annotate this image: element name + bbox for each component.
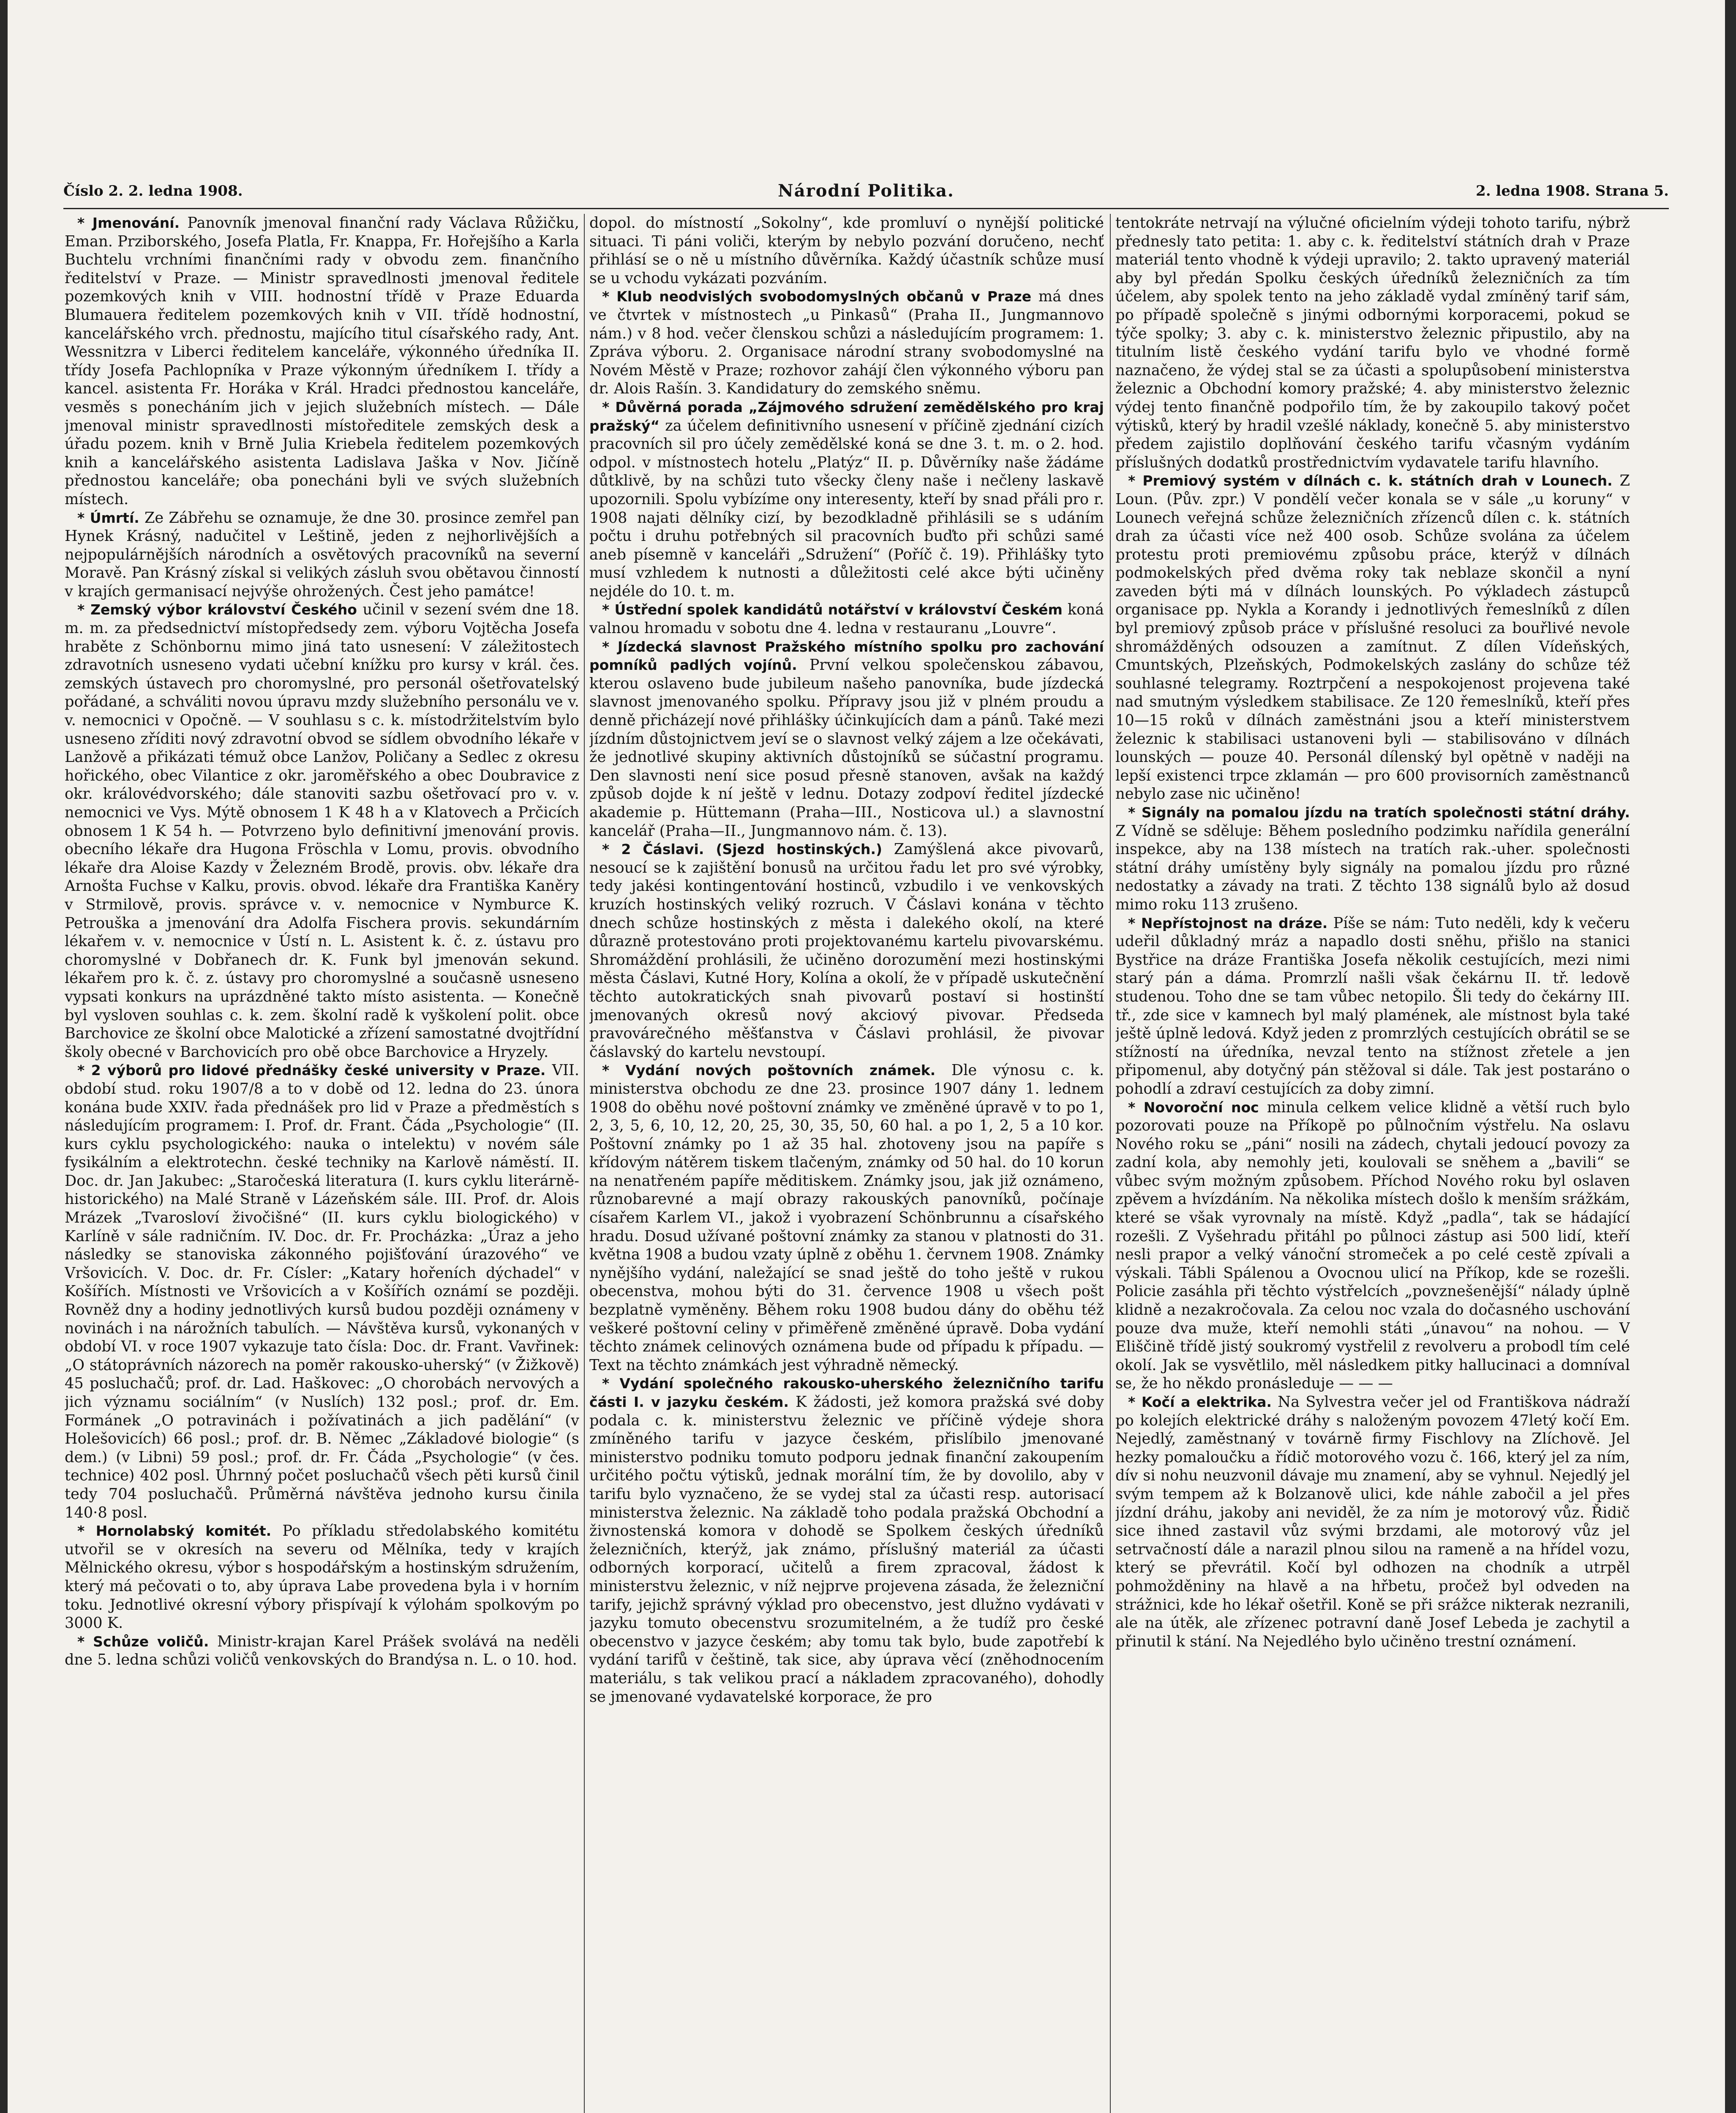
article-body: Panovník jmenoval finanční rady Václava Růžičku, Eman. Prziborského, Josefa Platla, Fr. Knappa, Fr. Hořejšího a Karla Buchtelu vrchními finančními rady v obvodu zem. finančního ředitelství v Praze. — Ministr spravedlnosti jmenoval ředitele pozemkových knih v VIII. hodnostní třídě v Praze Eduarda Blumauera ředitelem pozemkových knih v VII. třídě hodnostní, kancelářského vrch. přednostu, majícího titul císařského rady, Ant. Wessnitzra v Liberci ředitelem kanceláře, výkonného úředníka II. třídy Josefa Pachlopníka v Praze výkonným úředníkem I. třídy a kancel. asistenta Fr. Horáka v Král. Hradci přednostou kanceláře, vesměs s ponecháním jich v jejich služebních místech. — Dále jmenoval ministr spravedlnosti místoředitele zemských desk a úřadu pozem. knih v Brně Julia Kriebela ředitelem pozemkových knih a kancelářského asistenta Ladislava Jaška v Nov. Jičíně přednostou kanceláře; oba ponecháni byli ve svých služebních místech. [65, 214, 579, 508]
article [1115, 1098, 1630, 1393]
column-divider [1110, 214, 1111, 2113]
article [65, 509, 579, 601]
article [65, 601, 579, 1061]
article-heading: * Jmenování. [77, 215, 180, 231]
article-heading: * Klub neodvislých svobodomyslných občanů v Praze [602, 288, 1032, 305]
article [1115, 472, 1630, 803]
header-rule [63, 208, 1669, 209]
article-heading: * Novoroční noc [1128, 1099, 1259, 1116]
article [589, 398, 1104, 601]
column-3 [1115, 214, 1630, 2113]
article-body: Ministr-krajan Karel Prášek svolává na neděli dne 5. ledna schůzi voličů venkovských do Brandýsa n. L. o 10. hod. [65, 1633, 579, 1669]
article-heading: * Ústřední spolek kandidátů notářství v království Českém [602, 601, 1063, 618]
article-heading: * Signály na pomalou jízdu na tratích společnosti státní dráhy. [1128, 804, 1630, 821]
article-heading: * Vydání společného rakousko-uherského železničního tarifu části I. v jazyku českém. [589, 1375, 1104, 1410]
article [65, 214, 579, 509]
article [589, 840, 1104, 1061]
article [589, 287, 1104, 398]
article [589, 1374, 1104, 1706]
page-header [63, 183, 1669, 208]
article [1115, 914, 1630, 1098]
article-heading: * 2 výborů pro lidové přednášky české university v Praze. [77, 1062, 546, 1079]
article-body: VII. období stud. roku 1907/8 a to v době od 12. ledna do 23. února konána bude XXIV. řada přednášek pro lid v Praze a předměstích s následujícím programem: I. Prof. dr. Frant. Čáda „Psychologie“ (II. kurs cyklu psychologického: nauka o intelektu) v novém sále fysikálním a elektrotechn. české techniky na Karlově náměstí. II. Doc. dr. Jan Jakubec: „Staročeská literatura (I. kurs cyklu literárně-historického) na Malé Straně v Lázeňském sále. III. Prof. dr. Alois Mrázek „Tvarosloví živočišné“ (II. kurs cyklu biologického) v Karlíně v sále radničním. IV. Doc. dr. Fr. Procházka: „Úraz a jeho následky se stanoviska zákonného pojišťování úrazového“ ve Vršovicích. V. Doc. dr. Fr. Císler: „Katary hořeních dýchadel“ v Košířích. Místnosti ve Vršovicích a v Košířích oznámí se později. Rovněž dny a hodiny jednotlivých kursů budou později oznámeny v novinách i na nárožních tabulích. — Návštěva kursů, vykonaných v období VI. v roce 1907 vykazuje tato čísla: Doc. dr. Frant. Vavřinek: „O státoprávních názorech na poměr rakousko-uherský“ (v Žižkově) 45 posluchačů; prof. dr. Lad. Haškovec: „O chorobách nervových a jich významu sociálním“ (v Nuslích) 132 posl.; prof. dr. Em. Formánek „O potravinách i požívatinách a jich padělání“ (v Holešovicích) 66 posl.; prof. dr. B. Němec „Základové biologie“ (s dem.) (v Libni) 59 posl.; prof. dr. Fr. Čáda „Psychologie“ (v čes. technice) 402 posl. Úhrnný počet posluchačů všech pěti kursů činil tedy 704 posluchačů. Průměrná návštěva jednoho kursu činila 140·8 posl. [65, 1062, 579, 1521]
right-scan-edge [1725, 0, 1736, 2113]
article [589, 638, 1104, 841]
article-body: První velkou společenskou zábavou, kterou oslaveno bude jubileum našeho panovníka, bude jízdecká slavnost jmenovaného spolku. Přípravy jsou již v plném proudu a denně přicházejí nové přihlášky účinkujících dam a pánů. Také mezi jízdním důstojnictvem jeví se o slavnost velký zájem a lze očekávati, že jednotlivé skupiny aktivních důstojníků se súčastní programu. Den slavnosti není sice posud přesně stanoven, avšak na každý způsob dojde k ní ještě v lednu. Dotazy zodpoví ředitel jízdecké akademie p. Hüttemann (Praha—III., Nosticova ul.) a slavnostní kancelář (Praha—II., Jungmannovo nám. č. 13). [589, 656, 1104, 840]
article-body: Píše se nám: Tuto neděli, kdy k večeru udeřil důkladný mráz a napadlo dosti sněhu, přišlo na stanici Bystřice na dráze Františka Josefa několik cestujících, mezi nimi starý pán a dáma. Promrzlí našli však čekárnu II. tř. ledově studenou. Toho dne se tam vůbec netopilo. Šli tedy do čekárny III. tř., zde sice v kamnech byl malý plamének, ale místnost byla také ještě úplně ledová. Když jeden z promrzlých cestujících obrátil se se stížností na úředníka, nevzal tento na stížnost zřetele a jen připomenul, aby dotyčný pán stěžoval si dále. Tak jest postaráno o pohodlí a zdraví cestujících za doby zimní. [1115, 914, 1630, 1097]
article-body: Z Loun. (Pův. zpr.) V pondělí večer konala se v sále „u koruny“ v Lounech veřejná schůze železničních zřízenců dílen c. k. státních drah za účasti více než 400 osob. Schůze svolána za účelem protestu proti premiovému způsobu práce, kterýž v dílnách podmokelských před dvěma roky tak neblaze skončil a nyní zaveden býti má v dílnách lounských. Po výkladech zástupců organisace pp. Nykla a Korandy i jednotlivých řemeslníků z dílen byl premiový způsob práce v příslušné resoluci za bouřlivé nevole shromážděných odsouzen a zamítnut. Z dílen Vídeňských, Cmuntských, Plzeňských, Podmokelských zaslány do schůze též souhlasné telegramy. Roztrpčení a nespokojenost projevena také nad smutným výsledkem stabilisace. Ze 120 řemeslníků, kteří přes 10—15 roků v dílnách zaměstnáni jsou a kteří ministerstvem železnic k stabilisaci ustanoveni byli — stabilisováno v dílnách lounských — pouze 40. Personál dílenský byl opětně v naději na lepší existenci trpce zklamán — pro 600 provisorních zaměstnanců nebylo zase nic učiněno! [1115, 472, 1630, 803]
column-2 [589, 214, 1104, 2113]
article-heading: * Úmrtí. [77, 509, 139, 526]
column-divider [584, 214, 585, 2113]
column-1 [65, 214, 579, 2113]
article-body: učinil v sezení svém dne 18. m. m. za předsednictví místopředsedy zem. výboru Vojtěcha Josefa hraběte z Schönbornu mimo jiná tato usnesení: V záležitostech zdravotních usneseno vydati učební knížku pro kursy v král. čes. zemských ústavech pro choromyslné, pro personál ošetřovatelský pořádané, a schváliti novou úpravu mzdy služebního personálu ve v. v. nemocnici v Opočně. — V souhlasu s c. k. místodržitelstvím bylo usneseno zříditi nový zdravotní obvod se sídlem obvodního lékaře v Lanžově a přikázati témuž obce Lanžov, Poličany a Sedlec z okresu hořického, obec Vilantice z okr. jaroměřského a obec Doubravice z okr. královédvorského; dále stanoviti sazbu ošetřovací pro v. v. nemocnici ve Vys. Mýtě obnosem 1 K 48 h a v Klatovech a Prčicích obnosem 1 K 54 h. — Potvrzeno bylo definitivní jmenování provis. obecního lékaře dra Hugona Fröschla v Lomu, provis. obvodního lékaře dra Aloise Kazdy v Železném Brodě, provis. obv. lékaře dra Arnošta Fuchse v Kalku, provis. obvod. lékaře dra Františka Kaněry v Strmilově, provis. správce v. v. nemocnice v Nymburce K. Petrouška a jmenování dra Adolfa Fischera provis. sekundárním lékařem v. v. nemocnice v Ústí n. L. Asistent k. č. z. ústavu pro choromyslné v Dobřanech dr. K. Funk byl jmenován sekund. lékařem pro k. č. z. ústavy pro choromyslné a současně usneseno vypsati konkurs na uprázdněné takto místo asistenta. — Konečně byl vysloven souhlas c. k. zem. školní radě k vyškolení polit. obce Barchovice ze školní obce Malotické a zřízení samostatné dvojtřídní školy obecné v Barchovicích pro obě obce Barchovice a Hryzely. [65, 601, 579, 1061]
left-scan-edge [0, 0, 8, 2113]
page-number: 2. ledna 1908. Strana 5. [1476, 183, 1669, 199]
article [589, 214, 1104, 287]
article [589, 1061, 1104, 1374]
article-body: Ze Zábřehu se oznamuje, že dne 30. prosince zemřel pan Hynek Krásný, nadučitel v Leštině, jeden z nejhorlivějších a nejpopulárnějších národních a osvětových pracovníků na severní Moravě. Pan Krásný získal si velikých zásluh svou obětavou činností v krajích germanisací nejvýše ohrožených. Čest jeho památce! [65, 509, 579, 600]
article-body: minula celkem velice klidně a větší ruch bylo pozorovati pouze na Příkopě po půlnočním výstřelu. Na oslavu Nového roku se „páni“ nosili na zádech, chytali jedoucí povozy za zadní kola, aby nemohly jeti, koulovali se sněhem a „bavili“ se vůbec svým možným způsobem. Příchod Nového roku byl oslaven zpěvem a hvízdáním. Na několika místech došlo k menším srážkám, které se však vyrovnaly na místě. Když „padla“, tak se hádající rozešli. Z Vyšehradu přitáhl po půlnoci zástup asi 500 lidí, kteří nesli prapor a velký vánoční stromeček a po celé cestě zpívali a výskali. Tábli Spálenou a Ovocnou ulicí na Příkop, kde se rozešli. Policie zasáhla při těchto výstřelcích „povznešenější“ nálady úplně klidně a nezakročovala. Za celou noc vzala do dočasného uschování pouze dva muže, kteří nemohli státi „únavou“ na nohou. — V Eliščině třídě jistý soukromý vystřelil z revolveru a probodl tím celé okolí. Jak se vysvětlilo, měl následkem pitky hallucinaci a domníval se, že ho někdo pronásleduje — — — [1115, 1098, 1630, 1392]
article-heading: * Hornolabský komitét. [77, 1523, 272, 1540]
article-heading: * Nepřístojnost na dráze. [1128, 915, 1328, 931]
article [589, 601, 1104, 637]
article-body: tentokráte netrvají na výlučné oficielním výdeji tohoto tarifu, nýbrž přednesly tato petita: 1. aby c. k. ředitelství státních drah v Praze materiál tento vhodně k výdeji upravilo; 2. takto upravený materiál aby byl předán Spolku českých úředníků železničních za tím účelem, aby spolek tento na jeho základě vydal zmíněný tarif sám, po případě společně s jinými odbornými korporacemi, pokud se týče spolky; 3. aby c. k. ministerstvo železnic připustilo, aby na titulním listě českého vydání tarifu bylo ve vhodné formě naznačeno, že výdej stal se za účasti a spolupůsobení ministerstva železnic a Obchodní komory pražské; 4. aby ministerstvo železnic výdej tento finančně podpořilo tím, že by zakoupilo takový počet výtisků, který by hradil vzešlé náklady, konečně 5. aby ministerstvo předem zajistilo doplňování českého tarifu včasným vydáním příslušných dodatků prostřednictvím vydavatele tarifu hlavního. [1115, 214, 1630, 471]
article [65, 1061, 579, 1522]
article-body: dopol. do místností „Sokolny“, kde promluví o nynější politické situaci. Ti páni voliči, kterým by nebylo pozvání doručeno, nechť přihlásí se o ně u místního důvěrníka. Každý účastník schůze musí se u vchodu vykázati pozváním. [589, 214, 1104, 287]
article-body: za účelem definitivního usnesení v příčině zjednání cizích pracovních sil pro účely zemědělské koná se dne 3. t. m. o 2. hod. odpol. v místnostech hotelu „Platýz“ II. p. Důvěrníky naše žádáme důtklivě, by na schůzi tuto všecky členy naše i nečleny laskavě upozornili. Spolu vybízíme ony interesenty, kteří by snad přáli pro r. 1908 najati dělníky cizí, by bezodkladně přihlásili se s udáním počtu i druhu potřebných sil pracovních buďto při schůzi samé aneb písemně v kanceláři „Sdružení“ (Poříč č. 19). Přihlášky tyto musí vzhledem k nutnosti a důležitosti celé akce býti učiněny nejdéle do 10. t. m. [589, 417, 1104, 600]
article-body: K žádosti, jež komora pražská své doby podala c. k. ministerstvu železnic ve příčině výdeje shora zmíněného tarifu v jazyce českém, přislíbilo jmenované ministerstvo podniku tomuto podporu jednak finanční zakoupením určitého počtu výtisků, jednak morální tím, že by dovolilo, aby v tarifu bylo vyznačeno, že se vydej stal za účasti resp. autorisací ministerstva železnic. Na základě toho podala pražská Obchodní a živnostenská komora v dohodě se Spolkem českých úředníků železničních, kterýž, jak známo, příslušný materiál za účasti odborných korporací, učitelů a firem zpracoval, žádost k ministerstvu železnic, v níž nejprve projevena zásada, že železniční tarify, jejichž správný výklad pro obecenstvo, jest dlužno vydávati v jazyku tomuto obecenstvu srozumitelném, a že tudíž pro české obecenstvo v jazyce českém; aby tomu tak bylo, bude zapotřebí k vydání tarifů v češtině, tak sice, aby úprava věcí (zněhodnocením materiálu, s tak velikou prací a nákladem zpracovaného), dohodly se jmenované vydavatelské korporace, že pro [589, 1393, 1104, 1706]
article-body: Dle výnosu c. k. ministerstva obchodu ze dne 23. prosince 1907 dány 1. lednem 1908 do oběhu nové poštovní známky ve změněné úpravě v to po 1, 2, 3, 5, 6, 10, 12, 20, 25, 30, 35, 50, 60 hal. a po 1, 2, 5 a 10 kor. Poštovní známky po 1 až 35 hal. zhotoveny jsou na papíře s křídovým nátěrem tiskem tlačeným, známky od 50 hal. do 10 korun na nenatřeném papíře měditiskem. Známky jsou, jak již oznámeno, různobarevné a mají obrazy rakouských panovníků, počínaje císařem Karlem VI., jakož i vyobrazení Schönbrunnu a císařského hradu. Dosud užívané poštovní známky za stanou v platnosti do 31. května 1908 a budou vzaty úplně z oběhu 1. červnem 1908. Známky nynějšího vydání, naležající se snad ještě do toho ještě v rukou obecenstva, mohou býti do 31. července 1908 u všech pošt bezplatně vyměněny. Během roku 1908 budou dány do oběhu též veškeré poštovní celiny v přiměřeně změněné úpravě. Doba vydání těchto známek celinových oznámena bude od případu k případu. — Text na těchto známkách jest výhradně německý. [589, 1062, 1104, 1374]
article [65, 1522, 579, 1633]
article [1115, 1393, 1630, 1651]
article-heading: * Schůze voličů. [77, 1633, 209, 1650]
article-body: Po příkladu středolabského komitétu utvořil se v okresích na severu od Mělníka, tedy v krajích Mělnického okresu, výbor s hospodářským a hostinským sdružením, který má pečovati o to, aby úprava Labe provedena byla i v horním toku. Jednotlivé okresní výbory přispívají k výlohám spolkovým po 3000 K. [65, 1522, 579, 1632]
article-heading: * Kočí a elektrika. [1128, 1394, 1272, 1410]
article-body: Z Vídně se sděluje: Během posledního podzimku nařídila generální inspekce, aby na 138 místech na tratích rak.-uher. společnosti státní dráhy umístěny byly signály na pomalou jízdu pro různé nedostatky a závady na trati. Z těchto 138 signálů bylo až dosud mimo roku 113 zrušeno. [1115, 822, 1630, 913]
article-heading: * Důvěrná porada „Zájmového sdružení zemědělského pro kraj pražský“ [589, 399, 1104, 434]
masthead-title: Národní Politika. [778, 181, 954, 201]
article-heading: * Premiový systém v dílnách c. k. státních drah v Lounech. [1128, 472, 1613, 489]
article-heading: * 2 Čáslavi. (Sjezd hostinských.) [602, 841, 883, 858]
article [1115, 803, 1630, 914]
article [65, 1633, 579, 1669]
issue-date: Číslo 2. 2. ledna 1908. [63, 183, 243, 199]
article-body: koná valnou hromadu v sobotu dne 4. ledna v restauranu „Louvre“. [589, 601, 1104, 637]
article-heading: * Vydání nových poštovních známek. [602, 1062, 936, 1079]
article [1115, 214, 1630, 472]
article-body: má dnes ve čtvrtek v místnostech „u Pinkasů“ (Praha II., Jungmannovo nám.) v 8 hod. večer členskou schůzi a následujícím programem: 1. Zpráva výboru. 2. Organisace národní strany svobodomyslné na Novém Městě v Praze; rozhovor zahájí člen výkonného výboru pan dr. Alois Rašín. 3. Kandidatury do zemského sněmu. [589, 288, 1104, 398]
article-body: Na Sylvestra večer jel od Františkova nádraží po kolejích elektrické dráhy s naloženým povozem 47letý kočí Em. Nejedlý, zaměstnaný v továrně firmy Fischlovy na Zlíchově. Jel hezky pomaloučku a řídič motorového vozu č. 166, který jel za ním, dív si nohu neuzvonil dávaje mu znamení, aby se vyhnul. Nejedlý jel svým tempem až k Bolzanově ulici, kde náhle zabočil a jel přes jízdní dráhu, jakoby ani neviděl, že za ním je motorový vůz. Řidič sice ihned zastavil vůz svými brzdami, ale motorový vůz jel setrvačností dále a narazil plnou silou na rameně a na hřídel vozu, který se převrátil. Kočí byl odhozen na chodník a utrpěl pohmožděniny na hlavě a na hřbetu, pročež byl odveden na strážnici, kde ho lékař ošetřil. Koně se při srážce nikterak nezranili, ale na útěk, ale zřízenec potravní daně Josef Lebeda je zachytil a přinutil k stání. Na Nejedlého bylo učiněno trestní oznámení. [1115, 1393, 1630, 1650]
article-heading: * Zemský výbor království Českého [77, 601, 357, 618]
article-body: Zamýšlená akce pivovarů, nesoucí se k zajištění bonusů na určitou řadu let pro své výrobky, tedy jakési kontingentování hostinců, vzbudilo i ve venkovských kruzích hostinských veliký rozruch. V Čáslavi konána v těchto dnech schůze hostinských z města i dalekého okolí, na které důrazně protestováno proti projektovanému kartelu pivovarskému. Shromáždění prohlásili, že učiněno dorozumění mezi hostinskými města Čáslavi, Kutné Hory, Kolína a okolí, že v případě uskutečnění těchto autokratických snah pivovarů postaví si hostinští jmenovaných okresů nový akciový pivovar. Předseda pravovárečného měšťanstva v Čáslavi prohlásil, že pivovar čáslavský do kartelu nevstoupí. [589, 841, 1104, 1061]
article-heading: * Jízdecká slavnost Pražského místního spolku pro zachování pomníků padlých vojínů. [589, 638, 1104, 674]
